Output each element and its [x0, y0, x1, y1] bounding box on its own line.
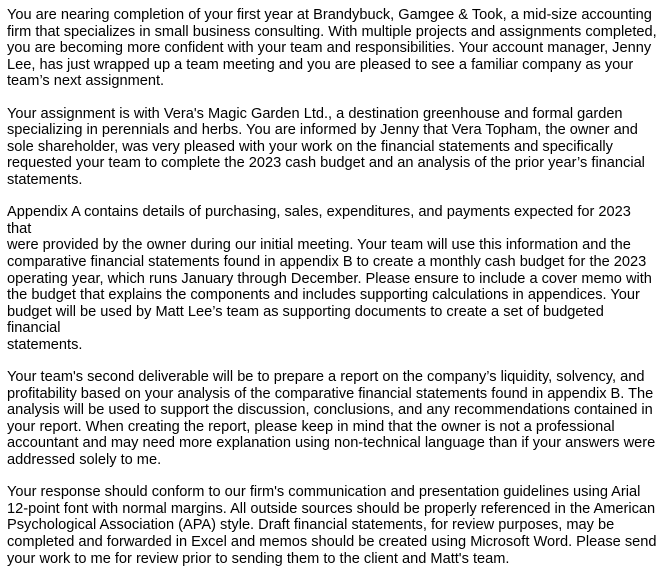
paragraph-guidelines: Your response should conform to our firm's communication and presentation guidelines using Arial 12-point font with normal margins. All outside sources should be properly referenced in the American Psychological Association (APA) style. Draft financial statements, for review purposes, may be completed and forwarded in Excel and memos should be created using Microsoft Word. Please send your work to me for review prior to sending them to the client and Matt's team.	[7, 484, 657, 567]
paragraph-cash-budget: Appendix A contains details of purchasing, sales, expenditures, and payments expected for 2023 that were provided by the owner during our initial meeting. Your team will use this information and the comparative financial statements found in appendix B to create a monthly cash budget for the 2023 operating year, which runs January through December. Please ensure to include a cover memo with the budget that explains the components and includes supporting calculations in appendices. Your budget will be used by Matt Lee’s team as supporting documents to create a set of budgeted financial statements.	[7, 204, 652, 353]
paragraph-report: Your team's second deliverable will be to prepare a report on the company’s liquidity, solvency, and profitability based on your analysis of the comparative financial statements found in appendix B. The analysis will be used to support the discussion, conclusions, and any recommendations contained in your report. When creating the report, please keep in mind that the owner is not a professional accountant and may need more explanation using non-technical language than if your answers were addressed solely to me.	[7, 369, 656, 469]
paragraph-intro: You are nearing completion of your first year at Brandybuck, Gamgee & Took, a mid-size accounting firm that specializes in small business consulting. With multiple projects and assignments completed, you are becoming more confident with your team and responsibilities. Your account manager, Jenny Lee, has just wrapped up a team meeting and you are pleased to see a familiar company as your team’s next assignment.	[7, 7, 657, 90]
paragraph-assignment: Your assignment is with Vera's Magic Garden Ltd., a destination greenhouse and formal garden specializing in perennials and herbs. You are informed by Jenny that Vera Topham, the owner and sole shareholder, was very pleased with your work on the financial statements and specifically requested your team to complete the 2023 cash budget and an analysis of the prior year’s financial statements.	[7, 105, 645, 188]
